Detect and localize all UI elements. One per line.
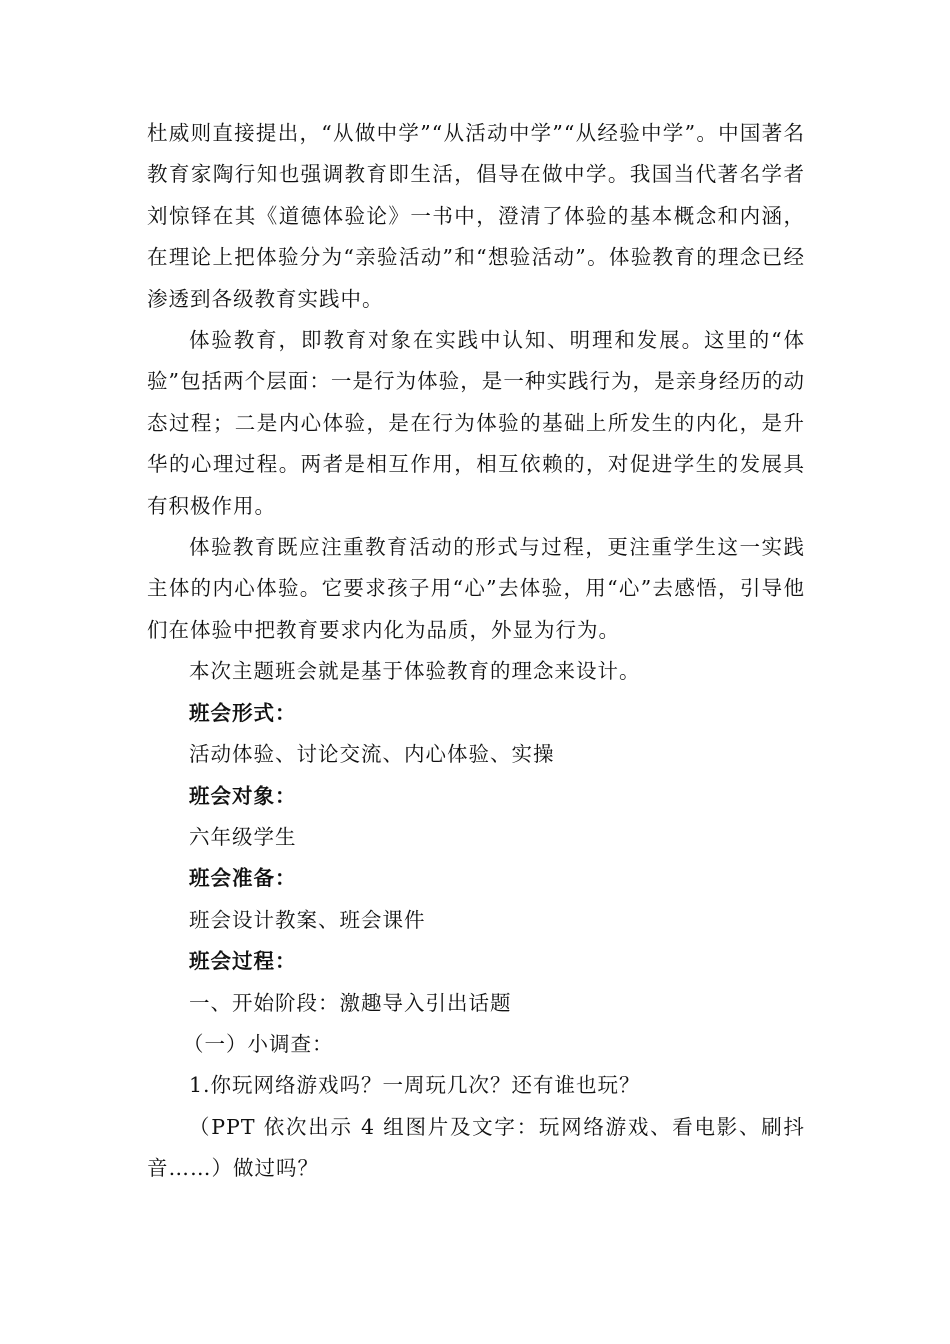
ppt-note: （PPT 依次出示 4 组图片及文字：玩网络游戏、看电影、刷抖音……）做过吗？: [147, 1114, 805, 1181]
stage-one-heading: 一、开始阶段：激趣导入引出话题: [189, 990, 512, 1015]
document-page: [147, 113, 805, 1190]
question-one: 1.你玩网络游戏吗？一周玩几次？还有谁也玩？: [189, 1073, 641, 1098]
paragraph-inner-experience: 体验教育既应注重教育活动的形式与过程，更注重学生这一实践主体的内心体验。它要求孩子用“心”去体验，用“心”去感悟，引导他们在体验中把教育要求内化为品质，外显为行为。: [147, 535, 805, 642]
paragraph-experience-education: 体验教育，即教育对象在实践中认知、明理和发展。这里的“体验”包括两个层面：一是行为体验，是一种实践行为，是亲身经历的动态过程；二是内心体验，是在行为体验的基础上所发生的内化，是升华的心理过程。两者是相互作用，相互依赖的，对促进学生的发展具有积极作用。: [147, 328, 805, 518]
prep-heading: 班会准备：: [189, 866, 297, 891]
target-value: 六年级学生: [189, 824, 297, 849]
target-heading: 班会对象：: [189, 783, 297, 808]
form-value: 活动体验、讨论交流、内心体验、实操: [189, 742, 555, 767]
paragraph-dewey: 杜威则直接提出，“从做中学”“从活动中学”“从经验中学”。中国著名教育家陶行知也强调教育即生活，倡导在做中学。我国当代著名学者刘惊铎在其《道德体验论》一书中，澄清了体验的基本概念和内涵，在理论上把体验分为“亲验活动”和“想验活动”。体验教育的理念已经渗透到各级教育实践中。: [147, 121, 805, 311]
form-heading: 班会形式：: [189, 700, 297, 725]
prep-value: 班会设计教案、班会课件: [189, 907, 426, 932]
survey-heading: （一）小调查：: [183, 1031, 334, 1056]
design-statement: 本次主题班会就是基于体验教育的理念来设计。: [189, 659, 641, 684]
process-heading: 班会过程：: [189, 949, 297, 974]
